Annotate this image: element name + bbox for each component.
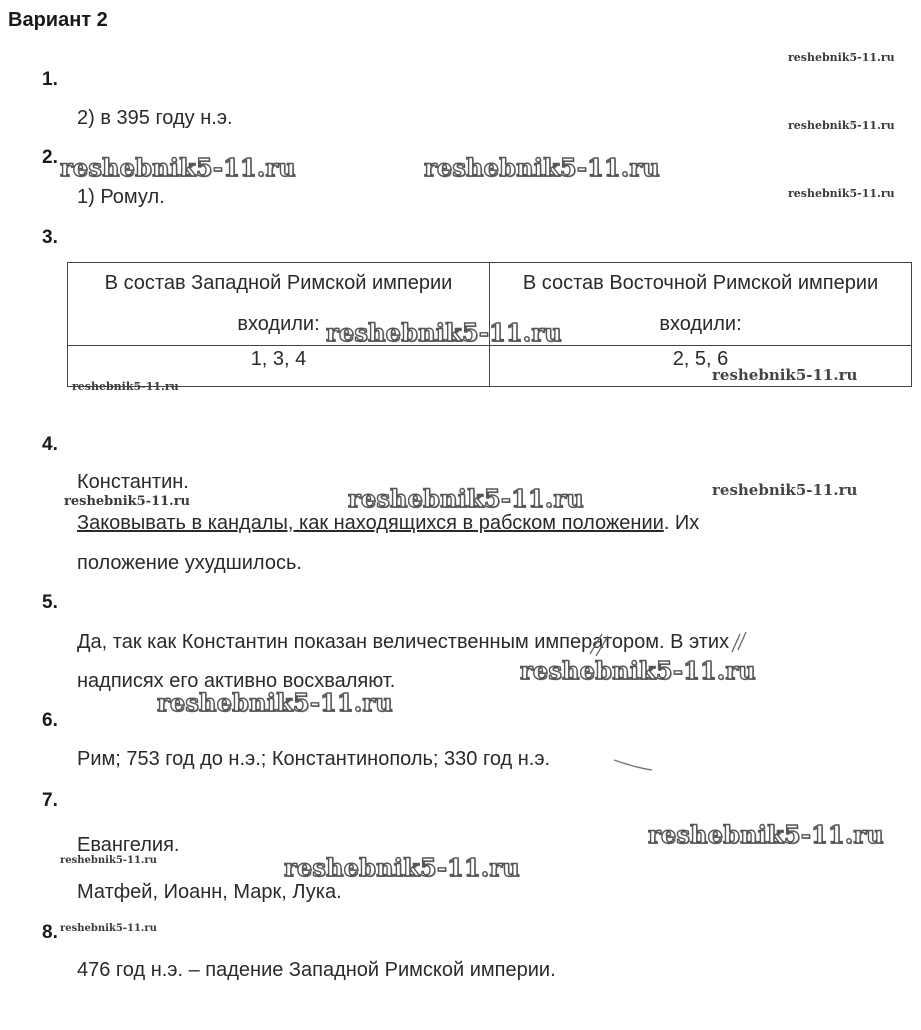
watermark: reshebnik5-11.ru: [712, 481, 858, 499]
watermark: reshebnik5-11.ru: [284, 853, 520, 882]
answer-4-underlined: Заковывать в кандалы, как находящихся в рабском положении: [77, 512, 664, 534]
answer-1: 2) в 395 году н.э.: [77, 107, 233, 129]
answer-4-line-2: [77, 512, 699, 535]
answer-4-line-3: положение ухудшилось.: [77, 552, 302, 574]
answer-6: Рим; 753 год до н.э.; Константинополь; 330 год н.э.: [77, 748, 551, 770]
watermark: reshebnik5-11.ru: [788, 51, 895, 64]
answer-4-line-1: Константин.: [77, 471, 189, 493]
watermark: reshebnik5-11.ru: [788, 187, 895, 200]
question-number-1: 1.: [42, 69, 58, 90]
question-number-2: 2.: [42, 147, 58, 168]
answer-5-line-1: Да, так как Константин показан величественным императором. В этих: [77, 631, 730, 653]
pen-stroke-mark: [612, 756, 656, 774]
table-cell-east: 2, 5, 6: [490, 346, 912, 387]
watermark: reshebnik5-11.ru: [788, 119, 895, 132]
table-header-east: В состав Восточной Римской империи входили:: [490, 263, 912, 346]
watermark: reshebnik5-11.ru: [712, 366, 858, 384]
watermark: reshebnik5-11.ru: [72, 380, 179, 393]
question-number-3: 3.: [42, 227, 58, 248]
answer-8: 476 год н.э. – падение Западной Римской империи.: [77, 959, 556, 981]
table-cell-west: 1, 3, 4: [68, 346, 490, 387]
watermark: reshebnik5-11.ru: [157, 688, 393, 717]
answer-4-after-underline: . Их: [663, 512, 700, 534]
answer-2: 1) Ромул.: [77, 186, 165, 208]
watermark: reshebnik5-11.ru: [326, 318, 562, 347]
question-number-8: 8.: [42, 922, 58, 943]
watermark: reshebnik5-11.ru: [424, 153, 660, 182]
page-title: Вариант 2: [8, 9, 108, 31]
answer-5-line-2: надписях его активно восхваляют.: [77, 670, 396, 692]
watermark: reshebnik5-11.ru: [60, 855, 157, 866]
table-header-west: В состав Западной Римской империи входили:: [68, 263, 490, 346]
question-number-6: 6.: [42, 710, 58, 731]
question-number-5: 5.: [42, 592, 58, 613]
watermark: reshebnik5-11.ru: [60, 153, 296, 182]
watermark: reshebnik5-11.ru: [64, 494, 191, 509]
watermark: reshebnik5-11.ru: [348, 484, 584, 513]
answer-7-line-1: Евангелия.: [77, 834, 180, 856]
question-number-7: 7.: [42, 790, 58, 811]
watermark: reshebnik5-11.ru: [648, 820, 884, 849]
watermark: reshebnik5-11.ru: [520, 656, 756, 685]
question-number-4: 4.: [42, 434, 58, 455]
watermark: reshebnik5-11.ru: [60, 923, 157, 934]
answer-7-line-2: Матфей, Иоанн, Марк, Лука.: [77, 881, 342, 903]
